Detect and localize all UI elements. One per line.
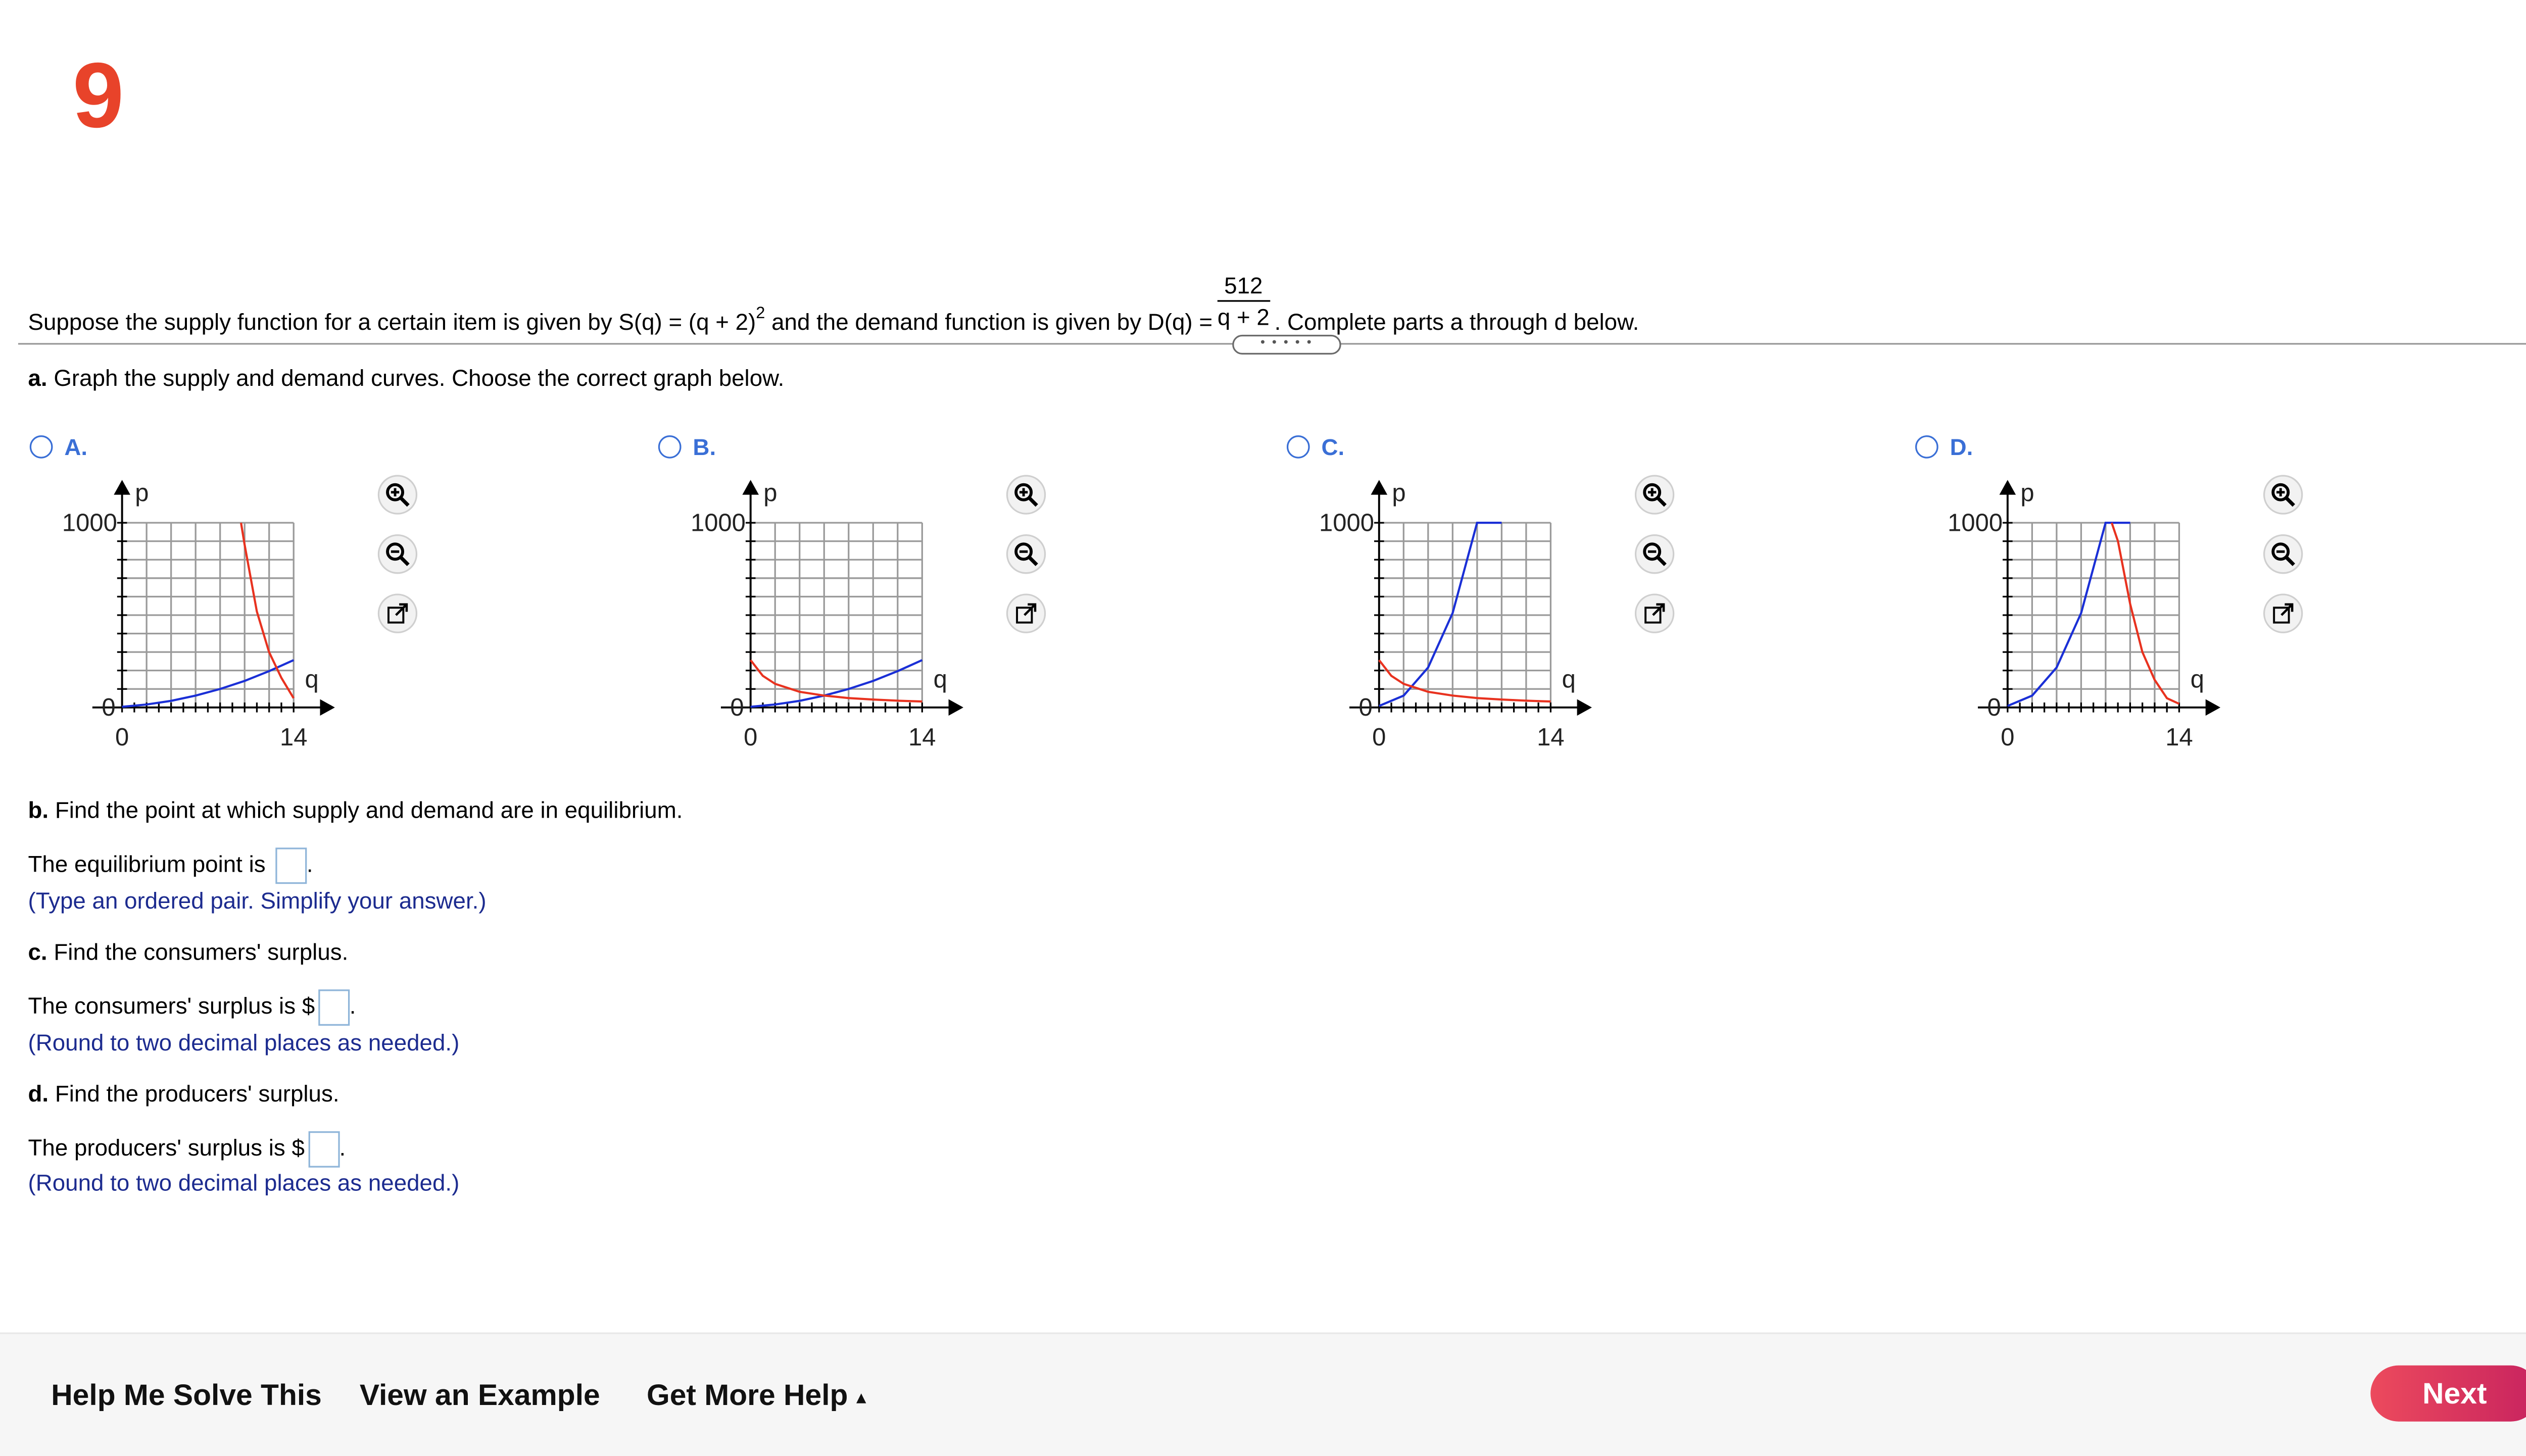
x-tick-label-zero: 0 bbox=[744, 723, 758, 751]
y-axis-arrowhead bbox=[114, 480, 130, 494]
option-b-zoom-out-button[interactable] bbox=[1006, 534, 1046, 574]
question-intro bbox=[28, 272, 1639, 335]
consumer-surplus-suffix: . bbox=[349, 992, 356, 1019]
demand-curve bbox=[751, 660, 922, 701]
y-axis-label: p bbox=[1392, 479, 1406, 507]
x-axis-label: q bbox=[933, 666, 947, 693]
x-axis-arrowhead bbox=[2206, 699, 2220, 716]
x-axis-label: q bbox=[1562, 666, 1576, 693]
get-more-help-button[interactable] bbox=[647, 1379, 866, 1414]
demand-fraction bbox=[1218, 272, 1270, 330]
y-axis-label: p bbox=[2020, 479, 2034, 507]
option-d-zoom-out-button[interactable] bbox=[2263, 534, 2303, 574]
consumer-surplus-hint: (Round to two decimal places as needed.) bbox=[28, 1029, 460, 1056]
option-c-radio[interactable] bbox=[1287, 435, 1310, 459]
part-d-prompt bbox=[28, 1080, 339, 1107]
y-tick-label-max: 1000 bbox=[690, 509, 746, 537]
option-b-zoom-in-button[interactable] bbox=[1006, 475, 1046, 514]
fraction-numerator: 512 bbox=[1218, 272, 1270, 302]
option-b-graph bbox=[661, 475, 991, 755]
part-b-label: b. bbox=[28, 796, 49, 823]
producer-surplus-prefix: The producers' surplus is $ bbox=[28, 1134, 305, 1161]
zoom-out-icon bbox=[1013, 541, 1039, 567]
y-axis-arrowhead bbox=[2000, 480, 2016, 494]
intro-text-3: . Complete parts a through d below. bbox=[1274, 308, 1639, 335]
y-tick-label-max: 1000 bbox=[1319, 509, 1374, 537]
popout-icon bbox=[1641, 600, 1668, 627]
equilibrium-answer-line bbox=[28, 847, 313, 884]
part-a-text: Graph the supply and demand curves. Choose the correct graph below. bbox=[47, 364, 785, 391]
x-tick-label-max: 14 bbox=[279, 723, 308, 751]
popout-icon bbox=[1013, 600, 1039, 627]
intro-text-1: Suppose the supply function for a certain item is given by S(q) = (q + 2) bbox=[28, 308, 756, 335]
option-a-zoom-in-button[interactable] bbox=[378, 475, 417, 514]
expand-question-button[interactable]: • • • • • bbox=[1232, 335, 1341, 355]
producer-surplus-hint: (Round to two decimal places as needed.) bbox=[28, 1169, 460, 1196]
popout-icon bbox=[384, 600, 411, 627]
supply-curve bbox=[122, 660, 294, 707]
x-tick-label-max: 14 bbox=[908, 723, 936, 751]
zoom-in-icon bbox=[2270, 481, 2296, 508]
zoom-in-icon bbox=[1013, 481, 1039, 508]
part-c-prompt bbox=[28, 938, 349, 965]
zoom-out-icon bbox=[2270, 541, 2296, 567]
zoom-out-icon bbox=[1641, 541, 1668, 567]
consumer-surplus-prefix: The consumers' surplus is $ bbox=[28, 992, 315, 1019]
fraction-denominator: q + 2 bbox=[1217, 303, 1270, 330]
y-axis-label: p bbox=[135, 479, 149, 507]
y-tick-label-max: 1000 bbox=[1948, 509, 2003, 537]
x-tick-label-max: 14 bbox=[1537, 723, 1565, 751]
option-d-letter[interactable]: D. bbox=[1950, 433, 1973, 461]
part-c-label: c. bbox=[28, 938, 47, 965]
option-a-letter[interactable]: A. bbox=[64, 433, 88, 461]
y-axis-label: p bbox=[763, 479, 778, 507]
part-c-text: Find the consumers' surplus. bbox=[47, 938, 349, 965]
option-a-graph bbox=[33, 475, 363, 755]
part-a-prompt bbox=[28, 365, 785, 391]
zoom-in-icon bbox=[1641, 481, 1668, 508]
part-d-text: Find the producers' surplus. bbox=[48, 1080, 339, 1107]
get-more-help-label: Get More Help bbox=[646, 1378, 848, 1412]
producer-surplus-suffix: . bbox=[339, 1134, 346, 1161]
option-b-letter[interactable]: B. bbox=[693, 433, 716, 461]
option-a-radio[interactable] bbox=[30, 435, 53, 459]
option-d-radio[interactable] bbox=[1915, 435, 1938, 459]
question-number: 9 bbox=[72, 42, 124, 147]
y-tick-label-zero: 0 bbox=[102, 694, 116, 722]
option-a-zoom-out-button[interactable] bbox=[378, 534, 417, 574]
equilibrium-input[interactable] bbox=[275, 847, 307, 884]
part-d-label: d. bbox=[28, 1080, 49, 1107]
y-tick-label-zero: 0 bbox=[730, 694, 744, 722]
x-axis-arrowhead bbox=[1577, 699, 1592, 716]
part-b-text: Find the point at which supply and demand are in equilibrium. bbox=[48, 796, 683, 823]
zoom-out-icon bbox=[384, 541, 411, 567]
popout-icon bbox=[2270, 600, 2296, 627]
option-c-zoom-out-button[interactable] bbox=[1635, 534, 1674, 574]
producer-surplus-answer-line bbox=[28, 1131, 346, 1168]
view-example-button[interactable]: View an Example bbox=[359, 1378, 600, 1412]
option-d-zoom-in-button[interactable] bbox=[2263, 475, 2303, 514]
intro-exponent: 2 bbox=[756, 305, 765, 323]
help-me-solve-button[interactable]: Help Me Solve This bbox=[51, 1378, 322, 1412]
option-b-popout-button[interactable] bbox=[1006, 594, 1046, 633]
part-a-label: a. bbox=[28, 364, 47, 391]
y-axis-arrowhead bbox=[742, 480, 759, 494]
x-axis-label: q bbox=[305, 666, 319, 693]
x-axis-arrowhead bbox=[320, 699, 334, 716]
x-tick-label-max: 14 bbox=[2165, 723, 2193, 751]
y-tick-label-zero: 0 bbox=[1987, 694, 2001, 722]
y-tick-label-zero: 0 bbox=[1358, 694, 1373, 722]
option-b-radio[interactable] bbox=[658, 435, 682, 459]
option-a-popout-button[interactable] bbox=[378, 594, 417, 633]
x-axis-arrowhead bbox=[949, 699, 963, 716]
consumer-surplus-answer-line bbox=[28, 989, 356, 1026]
producer-surplus-input[interactable] bbox=[308, 1131, 339, 1168]
option-c-popout-button[interactable] bbox=[1635, 594, 1674, 633]
x-axis-label: q bbox=[2190, 666, 2204, 693]
equilibrium-answer-suffix: . bbox=[306, 850, 313, 877]
option-d-graph bbox=[1919, 475, 2249, 755]
option-c-zoom-in-button[interactable] bbox=[1635, 475, 1674, 514]
caret-up-icon: ▴ bbox=[856, 1385, 866, 1409]
y-axis-arrowhead bbox=[1371, 480, 1387, 494]
x-tick-label-zero: 0 bbox=[115, 723, 129, 751]
equilibrium-hint: (Type an ordered pair. Simplify your answer.) bbox=[28, 887, 487, 914]
zoom-in-icon bbox=[384, 481, 411, 508]
equilibrium-answer-prefix: The equilibrium point is bbox=[28, 850, 272, 877]
option-c-letter[interactable]: C. bbox=[1321, 433, 1345, 461]
demand-curve bbox=[2112, 523, 2179, 704]
x-tick-label-zero: 0 bbox=[2001, 723, 2015, 751]
part-b-prompt bbox=[28, 796, 683, 823]
y-tick-label-max: 1000 bbox=[62, 509, 117, 537]
next-button[interactable]: Next bbox=[2370, 1366, 2526, 1422]
consumer-surplus-input[interactable] bbox=[318, 989, 350, 1026]
x-tick-label-zero: 0 bbox=[1372, 723, 1386, 751]
intro-text-2: and the demand function is given by D(q) = bbox=[765, 308, 1213, 335]
option-c-graph bbox=[1290, 475, 1620, 755]
option-d-popout-button[interactable] bbox=[2263, 594, 2303, 633]
